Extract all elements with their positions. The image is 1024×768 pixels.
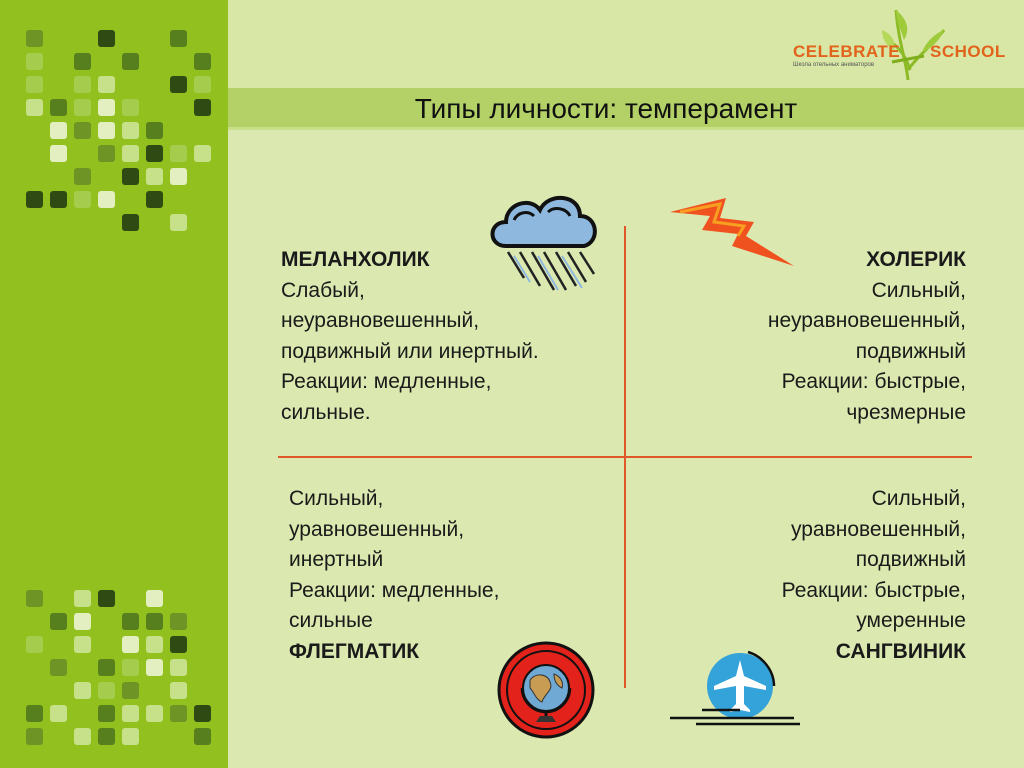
decorative-square [170, 659, 187, 676]
decorative-square [74, 590, 91, 607]
decorative-square [146, 122, 163, 139]
decorative-square [122, 682, 139, 699]
trait-line: уравновешенный, [289, 517, 465, 541]
quadrant-sanguine [636, 484, 966, 667]
decorative-square [194, 99, 211, 116]
decorative-square [146, 168, 163, 185]
quadrant-choleric [636, 245, 966, 428]
rain-cloud-icon [484, 186, 604, 306]
decorative-square [50, 659, 67, 676]
trait-line: неуравновешенный, [767, 309, 966, 332]
decorative-square [98, 76, 115, 93]
decorative-square [26, 590, 43, 607]
decorative-square [98, 191, 115, 208]
decorative-square [74, 76, 91, 93]
decorative-square [170, 30, 187, 47]
trait-line: чрезмерные [846, 400, 966, 424]
decorative-square [74, 728, 91, 745]
decorative-square [122, 145, 139, 162]
trait-line: Реакции: медленные, [289, 578, 500, 602]
decorative-square [122, 99, 139, 116]
decorative-square [98, 705, 115, 722]
decorative-square [122, 214, 139, 231]
trait-line: Реакции: быстрые, [781, 578, 966, 602]
airplane-icon [666, 650, 806, 730]
decorative-square [194, 53, 211, 70]
decorative-square [26, 191, 43, 208]
decorative-square [146, 191, 163, 208]
trait-line: сильные. [281, 400, 371, 424]
decorative-square [26, 53, 43, 70]
decorative-square [74, 53, 91, 70]
trait-line: подвижный [855, 548, 966, 571]
decorative-square [194, 705, 211, 722]
trait-line: умеренные [856, 609, 966, 632]
decorative-square [146, 705, 163, 722]
decorative-square [50, 122, 67, 139]
decorative-square [146, 613, 163, 630]
decorative-square [170, 145, 187, 162]
decorative-square [26, 705, 43, 722]
title-bar [228, 88, 1024, 130]
trait-line: Реакции: медленные, [281, 370, 492, 393]
logo-tagline: Школа отельных аниматоров [793, 62, 875, 68]
logo-word-celebrate: CELEBRATE [793, 42, 901, 61]
horizontal-divider [278, 456, 972, 458]
trait-line: Сильный, [871, 278, 966, 302]
trait-line: Реакции: быстрые, [781, 370, 966, 393]
decorative-square [74, 168, 91, 185]
trait-line: Сильный, [871, 487, 966, 510]
trait-line: подвижный или инертный. [281, 339, 539, 363]
decorative-square [74, 122, 91, 139]
decorative-square [170, 168, 187, 185]
decorative-square [122, 659, 139, 676]
decorative-square [50, 705, 67, 722]
decorative-square [98, 122, 115, 139]
trait-line: сильные [289, 609, 373, 632]
decorative-square [122, 705, 139, 722]
decorative-square [146, 636, 163, 653]
decorative-square [170, 682, 187, 699]
trait-line: уравновешенный, [790, 517, 966, 541]
decorative-square [122, 613, 139, 630]
decorative-square [170, 613, 187, 630]
decorative-square [50, 145, 67, 162]
globe-icon [496, 640, 596, 740]
decorative-square [98, 99, 115, 116]
trait-line: инертный [289, 548, 384, 571]
trait-line: Слабый, [281, 278, 365, 302]
decorative-square [194, 145, 211, 162]
decorative-square [98, 590, 115, 607]
decorative-square [98, 728, 115, 745]
sidebar-decoration [0, 0, 228, 768]
decorative-square [26, 30, 43, 47]
decorative-square [50, 191, 67, 208]
trait-line: подвижный [855, 339, 966, 363]
trait-line: Сильный, [289, 487, 384, 510]
decorative-square [98, 682, 115, 699]
decorative-square [50, 613, 67, 630]
decorative-square [98, 30, 115, 47]
decorative-square [50, 99, 67, 116]
decorative-square [98, 145, 115, 162]
decorative-square [26, 636, 43, 653]
decorative-square [170, 636, 187, 653]
decorative-square [98, 659, 115, 676]
trait-line: неуравновешенный, [281, 309, 480, 332]
decorative-square [146, 145, 163, 162]
celebrate-school-logo [790, 0, 1015, 88]
decorative-square [74, 682, 91, 699]
decorative-square [74, 636, 91, 653]
decorative-square [146, 590, 163, 607]
decorative-square [26, 76, 43, 93]
lightning-bolt-icon [666, 196, 798, 270]
temperament-name: МЕЛАНХОЛИК [281, 248, 430, 271]
decorative-square [122, 728, 139, 745]
decorative-square [170, 76, 187, 93]
decorative-square [74, 613, 91, 630]
decorative-square [122, 636, 139, 653]
temperament-name: ФЛЕГМАТИК [289, 639, 420, 663]
decorative-square [26, 728, 43, 745]
logo-word-school: SCHOOL [930, 42, 1006, 61]
temperament-name: САНГВИНИК [835, 639, 966, 663]
decorative-square [122, 122, 139, 139]
decorative-square [74, 191, 91, 208]
decorative-square [74, 99, 91, 116]
decorative-square [122, 168, 139, 185]
decorative-square [170, 705, 187, 722]
decorative-square [194, 76, 211, 93]
decorative-square [194, 728, 211, 745]
page-title: Типы личности: темперамент [414, 93, 798, 124]
temperament-name: ХОЛЕРИК [866, 248, 966, 271]
decorative-square [170, 214, 187, 231]
decorative-square [122, 53, 139, 70]
decorative-square [146, 659, 163, 676]
decorative-squares [0, 0, 228, 768]
decorative-square [26, 99, 43, 116]
